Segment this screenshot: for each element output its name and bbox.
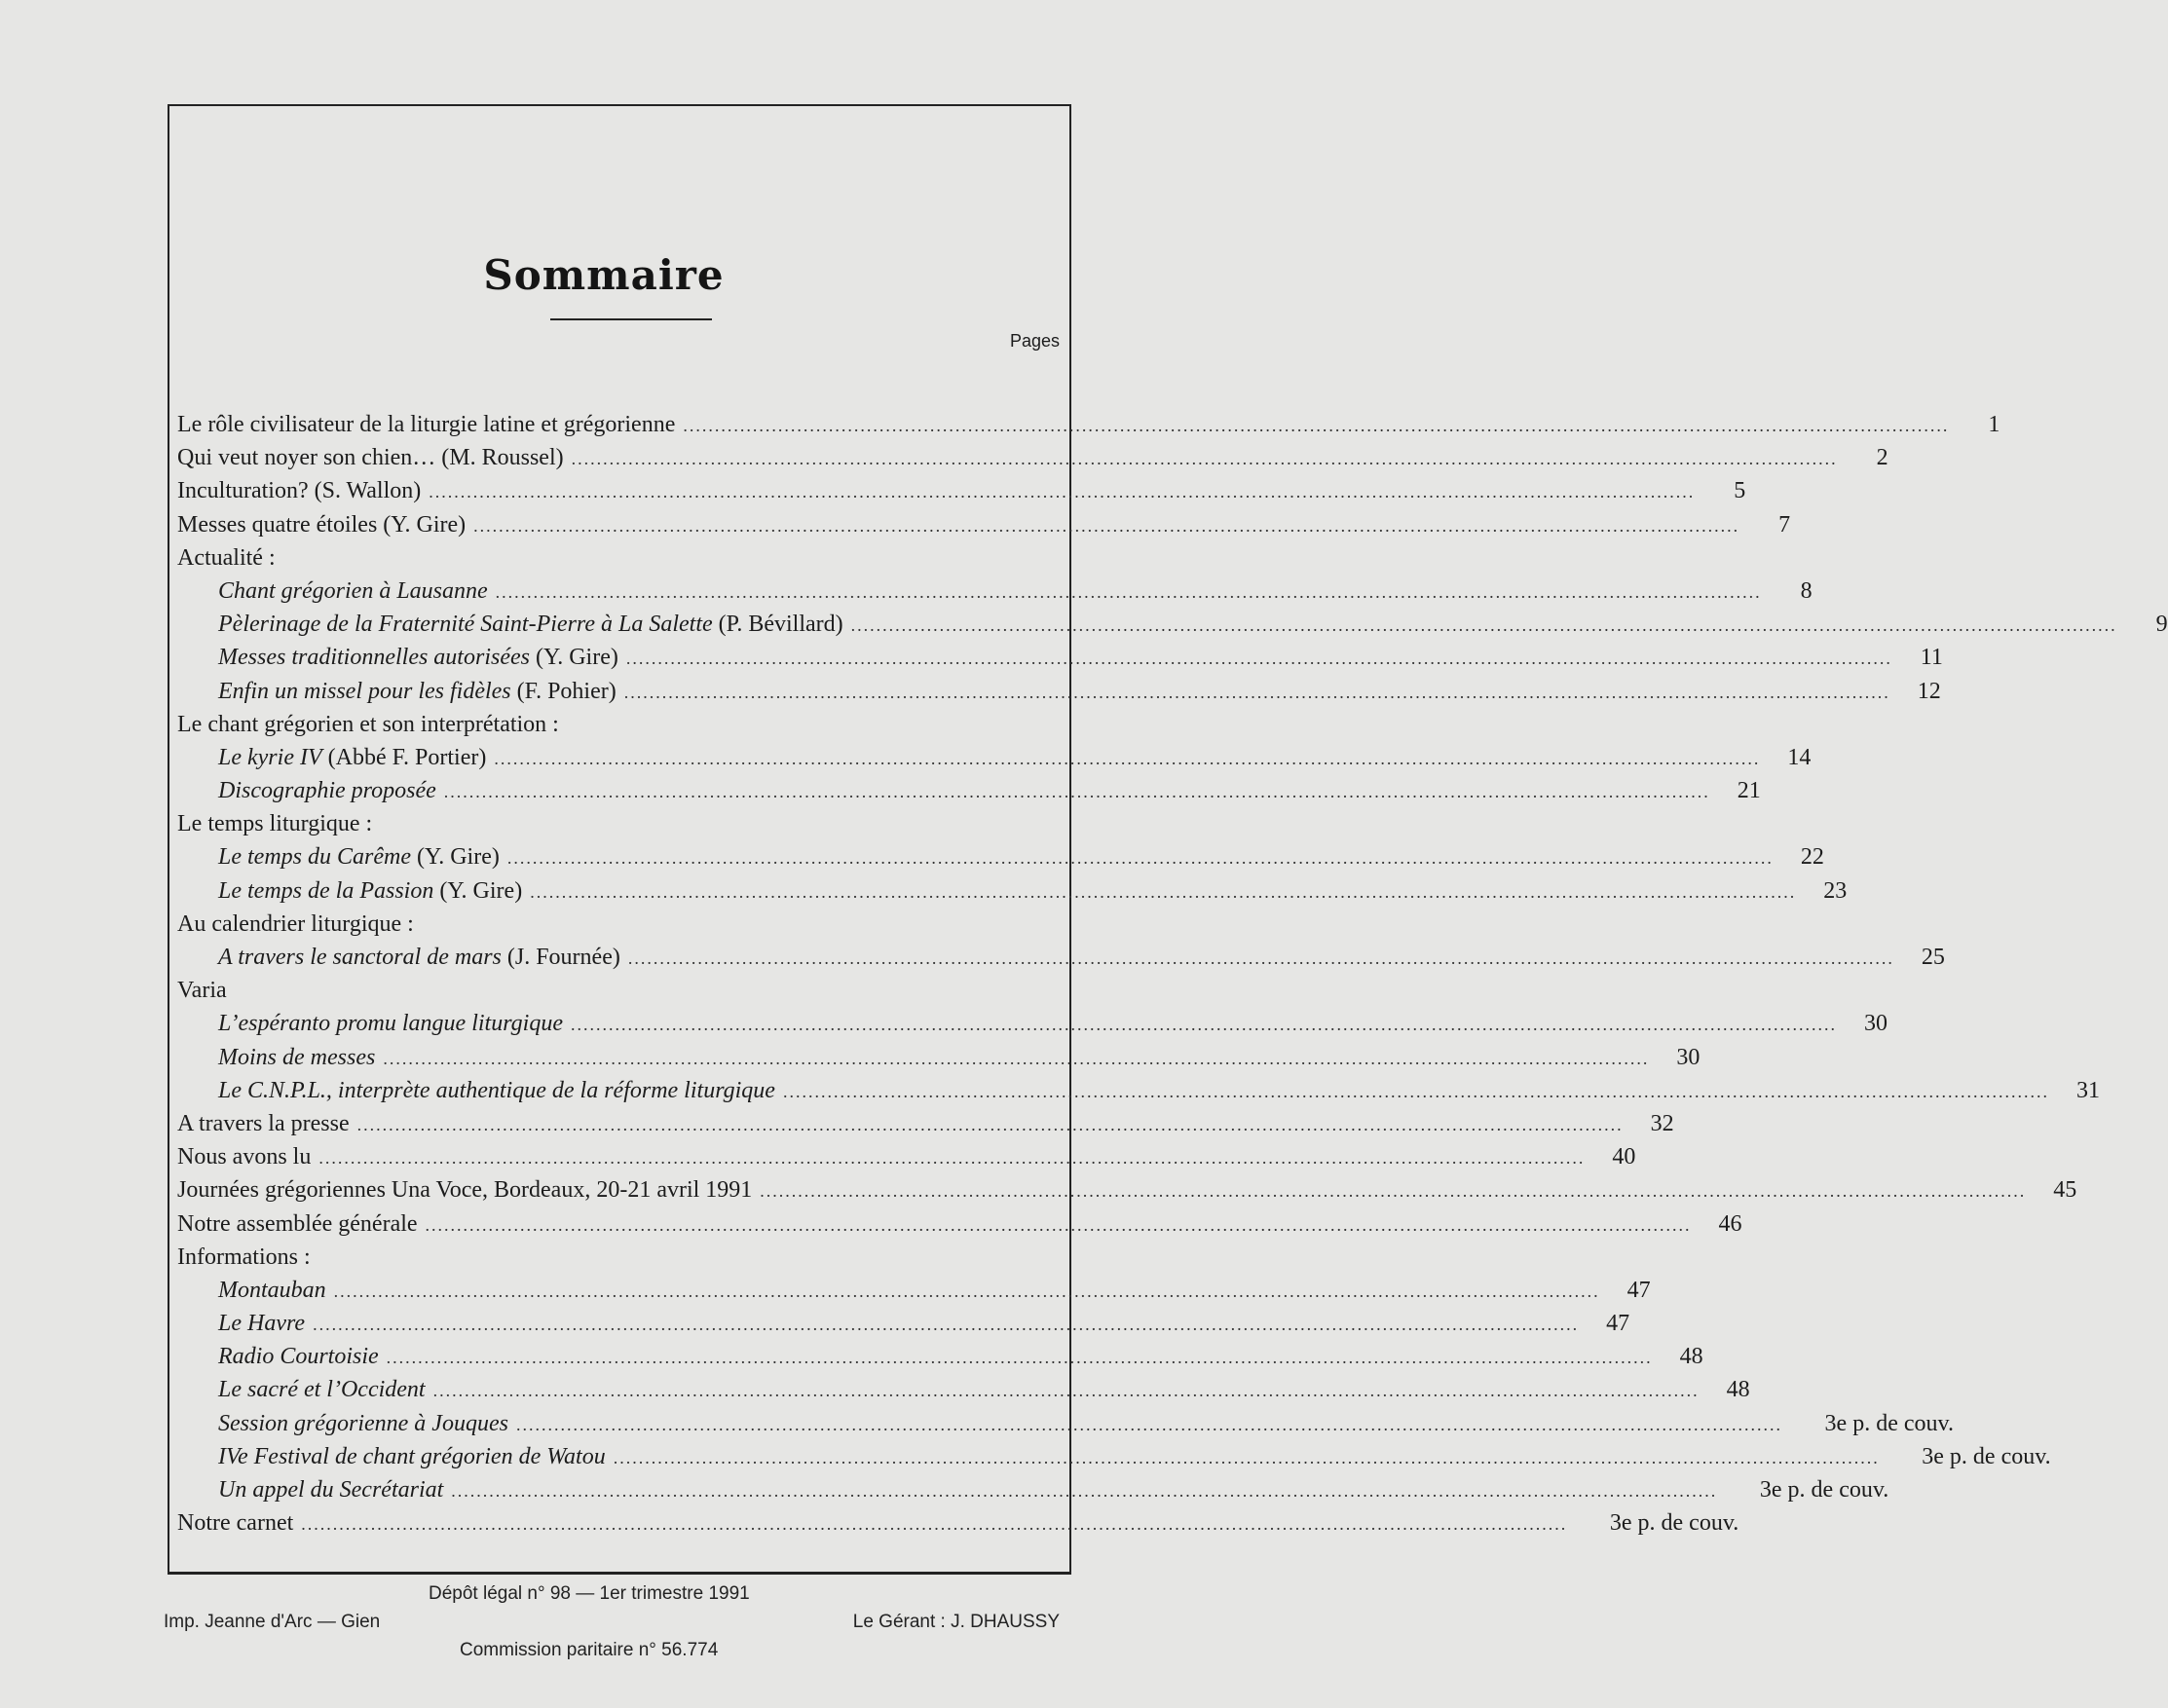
dot-leader: ........................................................................................................................................................................................................ [318, 1148, 1586, 1169]
dot-leader: ........................................................................................................................................................................................................ [530, 881, 1797, 902]
pages-column-label: Pages [1009, 331, 1060, 351]
manager-credit: Le Gérant : J. DHAUSSY [852, 1612, 1060, 1632]
toc-entry [177, 478, 1746, 511]
dot-leader: ........................................................................................................................................................................................................ [383, 1048, 1650, 1068]
entry-text: Messes quatre étoiles (Y. Gire) [177, 511, 467, 538]
page-number: 2 [1876, 445, 1888, 471]
entry-title [218, 645, 618, 671]
toc-subentry [177, 1277, 1651, 1311]
entry-italic-title: Le C.N.P.L., interprète authentique de la réforme liturgique [218, 1077, 775, 1103]
entry-title [177, 1177, 752, 1204]
dot-leader: ........................................................................................................................................................................................................ [301, 1514, 1568, 1535]
toc-subentry [177, 678, 1941, 712]
entry-text: Le rôle civilisateur de la liturgie latine et grégorienne [177, 412, 676, 437]
entry-title [218, 1278, 326, 1304]
page-number: 3e p. de couv. [1759, 1477, 1889, 1503]
dot-leader: ........................................................................................................................................................................................................ [495, 581, 1762, 602]
entry-text: A travers la presse [177, 1110, 350, 1136]
page-number: 48 [1679, 1344, 1703, 1370]
page-number: 3e p. de couv. [1609, 1510, 1739, 1537]
page-number: 8 [1800, 577, 1813, 604]
dot-leader: ........................................................................................................................................................................................................ [313, 1315, 1580, 1335]
toc-subentry [177, 1077, 2100, 1111]
entry-title [177, 512, 466, 538]
dot-leader: ........................................................................................................................................................................................................ [443, 782, 1710, 802]
dot-leader: ........................................................................................................................................................................................................ [432, 1381, 1700, 1401]
entry-title [218, 1011, 563, 1037]
dot-leader: ........................................................................................................................................................................................................ [570, 1015, 1837, 1035]
entry-text: (F. Pohier) [510, 678, 617, 704]
entry-title [218, 1477, 443, 1504]
toc-subentry [177, 645, 1943, 678]
dot-leader: ........................................................................................................................................................................................................ [473, 515, 1740, 536]
entry-text: Le temps liturgique : [177, 811, 373, 837]
dot-leader: ........................................................................................................................................................................................................ [625, 649, 1892, 669]
entry-italic-title: Discographie proposée [218, 778, 436, 804]
commission-number: Commission paritaire n° 56.774 [460, 1640, 719, 1660]
entry-title [177, 1244, 311, 1271]
entry-text: Notre assemblée générale [177, 1210, 418, 1237]
entry-title [177, 445, 564, 471]
page-number: 31 [2075, 1077, 2100, 1103]
page-number: 46 [1718, 1210, 1742, 1237]
toc-subentry [177, 1011, 1888, 1044]
toc-subentry [177, 778, 1761, 811]
entry-italic-title: Le Havre [218, 1311, 306, 1337]
entry-title [218, 1344, 379, 1370]
entry-text: (Abbé F. Portier) [321, 744, 487, 770]
entry-text: (J. Fournée) [501, 945, 620, 970]
entry-title [177, 1111, 350, 1137]
table-of-contents [177, 412, 2168, 1543]
toc-entry [177, 445, 1888, 478]
entry-title [177, 1211, 418, 1238]
entry-text: (P. Bévillard) [712, 612, 843, 638]
dot-leader: ........................................................................................................................................................................................................ [386, 1348, 1653, 1368]
toc-subentry [177, 1477, 1889, 1510]
entry-title [218, 945, 620, 971]
page-number: 22 [1800, 844, 1824, 871]
entry-italic-title: Le sacré et l’Occident [218, 1377, 426, 1403]
dot-leader: ........................................................................................................................................................................................................ [760, 1181, 2027, 1202]
toc-subentry [177, 1311, 1630, 1344]
entry-title [177, 911, 414, 938]
dot-leader: ........................................................................................................................................................................................................ [356, 1114, 1624, 1134]
dot-leader: ........................................................................................................................................................................................................ [333, 1281, 1600, 1301]
entry-text: (Y. Gire) [433, 877, 523, 904]
page-number: 47 [1606, 1311, 1630, 1337]
toc-subentry [177, 744, 1812, 778]
page-number: 48 [1726, 1377, 1750, 1403]
page-number: 12 [1917, 678, 1941, 704]
dot-leader: ........................................................................................................................................................................................................ [782, 1081, 2049, 1101]
page-number: 9 [2155, 612, 2168, 638]
page-number: 3e p. de couv. [1922, 1443, 2051, 1469]
page-number: 21 [1737, 778, 1761, 804]
dot-leader: ........................................................................................................................................................................................................ [627, 948, 1894, 968]
entry-title [177, 712, 559, 738]
entry-text: Notre carnet [177, 1510, 294, 1537]
entry-italic-title: A travers le sanctoral de mars [218, 945, 502, 970]
entry-title [177, 1510, 293, 1537]
toc-entry [177, 1177, 2077, 1210]
entry-italic-title: Montauban [218, 1277, 326, 1303]
entry-text: Journées grégoriennes Una Voce, Bordeaux, 20-21 avril 1991 [177, 1177, 753, 1204]
entry-italic-title: Radio Courtoisie [218, 1344, 379, 1370]
entry-italic-title: Un appel du Secrétariat [218, 1477, 444, 1503]
entry-italic-title: Enfin un missel pour les fidèles [218, 678, 511, 704]
toc-subentry [177, 1443, 2051, 1477]
entry-title [218, 745, 486, 771]
toc-entry [177, 978, 1050, 1011]
entry-italic-title: L’espéranto promu langue liturgique [218, 1011, 563, 1037]
page-number: 32 [1650, 1110, 1674, 1136]
page-number: 5 [1734, 478, 1746, 504]
toc-entry [177, 545, 1050, 578]
dot-leader: ........................................................................................................................................................................................................ [506, 848, 1774, 869]
entry-italic-title: Pèlerinage de la Fraternité Saint-Pierre à La Salette [218, 612, 713, 638]
entry-italic-title: Session grégorienne à Jouques [218, 1410, 508, 1436]
entry-title [218, 1411, 508, 1437]
entry-title [218, 1377, 426, 1403]
toc-subentry [177, 1377, 1750, 1410]
page-number: 3e p. de couv. [1824, 1410, 1954, 1436]
entry-text: Inculturation? (S. Wallon) [177, 478, 422, 504]
toc-subentry [177, 844, 1824, 877]
dot-leader: ........................................................................................................................................................................................................ [494, 748, 1761, 768]
toc-entry [177, 1510, 1739, 1543]
dot-leader: ........................................................................................................................................................................................................ [683, 416, 1950, 435]
entry-text: Nous avons lu [177, 1144, 312, 1170]
toc-subentry [177, 877, 1848, 911]
page-number: 30 [1863, 1011, 1888, 1037]
entry-title [218, 612, 843, 638]
entry-italic-title: Le temps du Carême [218, 844, 411, 871]
entry-italic-title: Le kyrie IV [218, 744, 322, 770]
dot-leader: ........................................................................................................................................................................................................ [613, 1447, 1880, 1467]
title-underline [550, 318, 712, 320]
entry-text: Varia [177, 978, 227, 1004]
page-number: 40 [1612, 1144, 1636, 1170]
toc-entry [177, 511, 1791, 545]
toc-subentry [177, 945, 1945, 978]
page-number: 47 [1626, 1277, 1651, 1303]
entry-title [218, 878, 522, 905]
entry-title [177, 545, 276, 572]
toc-subentry [177, 1410, 1954, 1444]
entry-text: Le chant grégorien et son interprétation : [177, 711, 559, 737]
entry-italic-title: IVe Festival de chant grégorien de Watou [218, 1443, 606, 1469]
toc-subentry [177, 577, 1813, 612]
entry-title [218, 1444, 606, 1470]
entry-italic-title: Moins de messes [218, 1044, 376, 1070]
entry-italic-title: Le temps de la Passion [218, 877, 434, 904]
toc-subentry [177, 1044, 1701, 1078]
page-number: 25 [1921, 945, 1945, 970]
toc-entry [177, 712, 1050, 745]
entry-title [177, 478, 421, 504]
entry-title [177, 1144, 311, 1170]
page-number: 1 [1988, 412, 2000, 437]
page-number: 30 [1676, 1044, 1701, 1070]
page-number: 14 [1787, 744, 1812, 770]
toc-subentry [177, 612, 2168, 645]
dot-leader: ........................................................................................................................................................................................................ [429, 482, 1696, 502]
entry-title [218, 778, 436, 804]
entry-title [218, 578, 488, 605]
dot-leader: ........................................................................................................................................................................................................ [623, 682, 1890, 702]
entry-text: Qui veut noyer son chien… (M. Roussel) [177, 445, 564, 471]
dot-leader: ........................................................................................................................................................................................................ [515, 1414, 1782, 1434]
entry-italic-title: Chant grégorien à Lausanne [218, 577, 488, 604]
entry-title [218, 1045, 375, 1071]
toc-entry [177, 1110, 1674, 1144]
entry-title [177, 978, 227, 1004]
entry-title [177, 811, 372, 837]
entry-text: (Y. Gire) [410, 844, 500, 871]
dot-leader: ........................................................................................................................................................................................................ [571, 449, 1838, 469]
entry-text: Informations : [177, 1244, 311, 1270]
printer-credit: Imp. Jeanne d'Arc — Gien [164, 1612, 381, 1632]
toc-entry [177, 412, 2000, 445]
page-number: 11 [1920, 645, 1943, 671]
page-number: 23 [1823, 877, 1848, 904]
page-number: 7 [1778, 511, 1791, 538]
entry-title [218, 679, 617, 705]
dot-leader: ........................................................................................................................................................................................................ [850, 615, 2117, 636]
entry-italic-title: Messes traditionnelles autorisées [218, 645, 530, 671]
legal-deposit: Dépôt légal n° 98 — 1er trimestre 1991 [429, 1583, 750, 1604]
entry-title [218, 1311, 305, 1337]
toc-entry [177, 1144, 1636, 1177]
entry-text: (Y. Gire) [529, 645, 618, 671]
entry-title [218, 1078, 775, 1104]
entry-text: Actualité : [177, 544, 276, 571]
toc-entry [177, 1244, 1050, 1278]
toc-entry [177, 1210, 1742, 1244]
toc-subentry [177, 1344, 1703, 1377]
dot-leader: ........................................................................................................................................................................................................ [425, 1214, 1692, 1235]
page-number: 45 [2053, 1177, 2077, 1204]
entry-text: Au calendrier liturgique : [177, 910, 414, 937]
entry-title [218, 844, 500, 871]
toc-entry [177, 811, 1050, 844]
entry-title [177, 412, 675, 438]
page-title: Sommaire [483, 251, 725, 299]
dot-leader: ........................................................................................................................................................................................................ [451, 1481, 1718, 1501]
toc-entry [177, 911, 1050, 945]
